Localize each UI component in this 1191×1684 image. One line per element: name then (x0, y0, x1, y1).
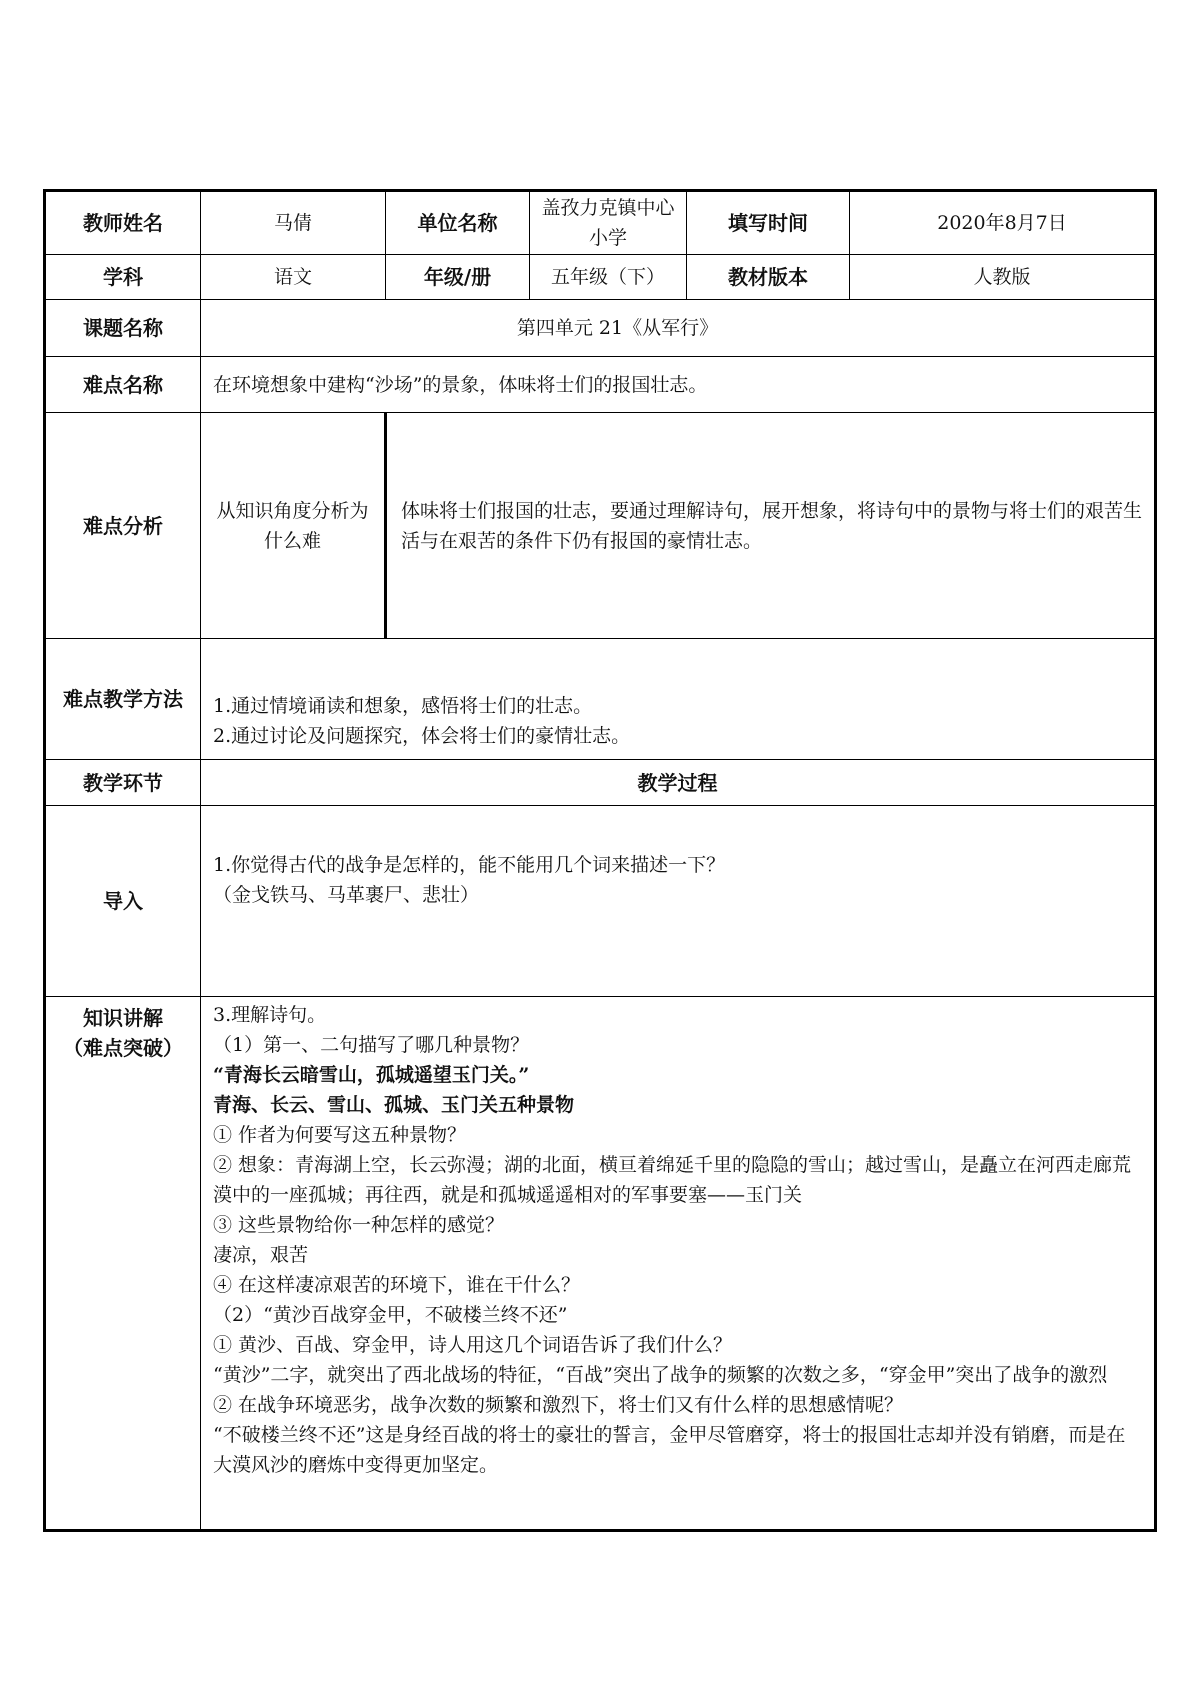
knowledge-line-5: ① 作者为何要写这五种景物？ (213, 1124, 467, 1146)
knowledge-label-line-2: （难点突破） (63, 1036, 183, 1060)
knowledge-line-2: （1）第一、二句描写了哪几种景物？ (213, 1034, 530, 1056)
process-content-header: 教学过程 (201, 760, 1156, 806)
grade-value: 五年级（下） (530, 255, 687, 300)
subject-label: 学科 (45, 255, 201, 300)
analysis-sub-label: 从知识角度分析为什么难 (201, 413, 386, 639)
lesson-plan-table (43, 189, 1157, 1532)
intro-content (201, 806, 1156, 997)
knowledge-line-11: ① 黄沙、百战、穿金甲，诗人用这几个词语告诉了我们什么？ (213, 1334, 733, 1356)
row-process-header (45, 760, 1156, 806)
knowledge-line-10: （2）“黄沙百战穿金甲，不破楼兰终不还” (213, 1304, 568, 1326)
knowledge-line-12: “黄沙”二字，就突出了西北战场的特征，“百战”突出了战争的频繁的次数之多，“穿金甲”突出了战争的激烈 (213, 1364, 1108, 1386)
knowledge-line-9: ④ 在这样凄凉艰苦的环境下，谁在干什么？ (213, 1274, 581, 1296)
row-method (45, 639, 1156, 760)
knowledge-line-1: 3.理解诗句。 (213, 1004, 327, 1026)
method-label: 难点教学方法 (45, 639, 201, 760)
knowledge-line-7: ③ 这些景物给你一种怎样的感觉？ (213, 1214, 505, 1236)
knowledge-line-8: 凄凉，艰苦 (213, 1244, 309, 1266)
knowledge-line-13: ② 在战争环境恶劣，战争次数的频繁和激烈下，将士们又有什么样的思想感情呢？ (213, 1394, 904, 1416)
difficulty-label: 难点名称 (45, 357, 201, 413)
knowledge-line-6: ② 想象：青海湖上空，长云弥漫；湖的北面，横亘着绵延千里的隐隐的雪山；越过雪山，是矗立在河西走廊荒漠中的一座孤城；再往西，就是和孤城遥遥相对的军事要塞——玉门关 (213, 1154, 1132, 1206)
intro-line-2: （金戈铁马、马革裹尸、悲壮） (213, 884, 480, 906)
difficulty-value: 在环境想象中建构“沙场”的景象，体味将士们的报国壮志。 (201, 357, 1156, 413)
knowledge-line-3: “青海长云暗雪山，孤城遥望玉门关。” (213, 1064, 530, 1086)
teacher-name-value: 马倩 (201, 191, 386, 255)
row-subject-info (45, 255, 1156, 300)
method-line-1: 1.通过情境诵读和想象，感悟将士们的壮志。 (213, 695, 593, 717)
lesson-plan-document (43, 189, 1154, 1532)
unit-name-value: 盖孜力克镇中心小学 (530, 191, 687, 255)
knowledge-line-14: “不破楼兰终不还”这是身经百战的将士的豪壮的誓言，金甲尽管磨穿，将士的报国壮志却并没有销磨，而是在大漠风沙的磨炼中变得更加坚定。 (213, 1424, 1126, 1476)
analysis-value: 体味将士们报国的壮志，要通过理解诗句，展开想象，将诗句中的景物与将士们的艰苦生活与在艰苦的条件下仍有报国的豪情壮志。 (386, 413, 1156, 639)
unit-name-label: 单位名称 (386, 191, 530, 255)
method-content (201, 639, 1156, 760)
intro-line-1: 1.你觉得古代的战争是怎样的，能不能用几个词来描述一下？ (213, 854, 726, 876)
fill-date-value: 2020年8月7日 (850, 191, 1156, 255)
knowledge-label-line-1: 知识讲解 (83, 1006, 163, 1030)
analysis-label: 难点分析 (45, 413, 201, 639)
edition-value: 人教版 (850, 255, 1156, 300)
row-teacher-info (45, 191, 1156, 255)
row-topic (45, 300, 1156, 357)
teacher-name-label: 教师姓名 (45, 191, 201, 255)
knowledge-line-4: 青海、长云、雪山、孤城、玉门关五种景物 (213, 1094, 575, 1116)
subject-value: 语文 (201, 255, 386, 300)
process-step-header: 教学环节 (45, 760, 201, 806)
row-knowledge (45, 997, 1156, 1531)
method-line-2: 2.通过讨论及问题探究，体会将士们的豪情壮志。 (213, 725, 631, 747)
grade-label: 年级/册 (386, 255, 530, 300)
topic-value: 第四单元 21《从军行》 (201, 300, 1156, 357)
fill-date-label: 填写时间 (687, 191, 850, 255)
topic-label: 课题名称 (45, 300, 201, 357)
knowledge-content (201, 997, 1156, 1531)
edition-label: 教材版本 (687, 255, 850, 300)
knowledge-label (45, 997, 201, 1531)
row-intro (45, 806, 1156, 997)
intro-label: 导入 (45, 806, 201, 997)
row-difficulty (45, 357, 1156, 413)
row-analysis (45, 413, 1156, 639)
